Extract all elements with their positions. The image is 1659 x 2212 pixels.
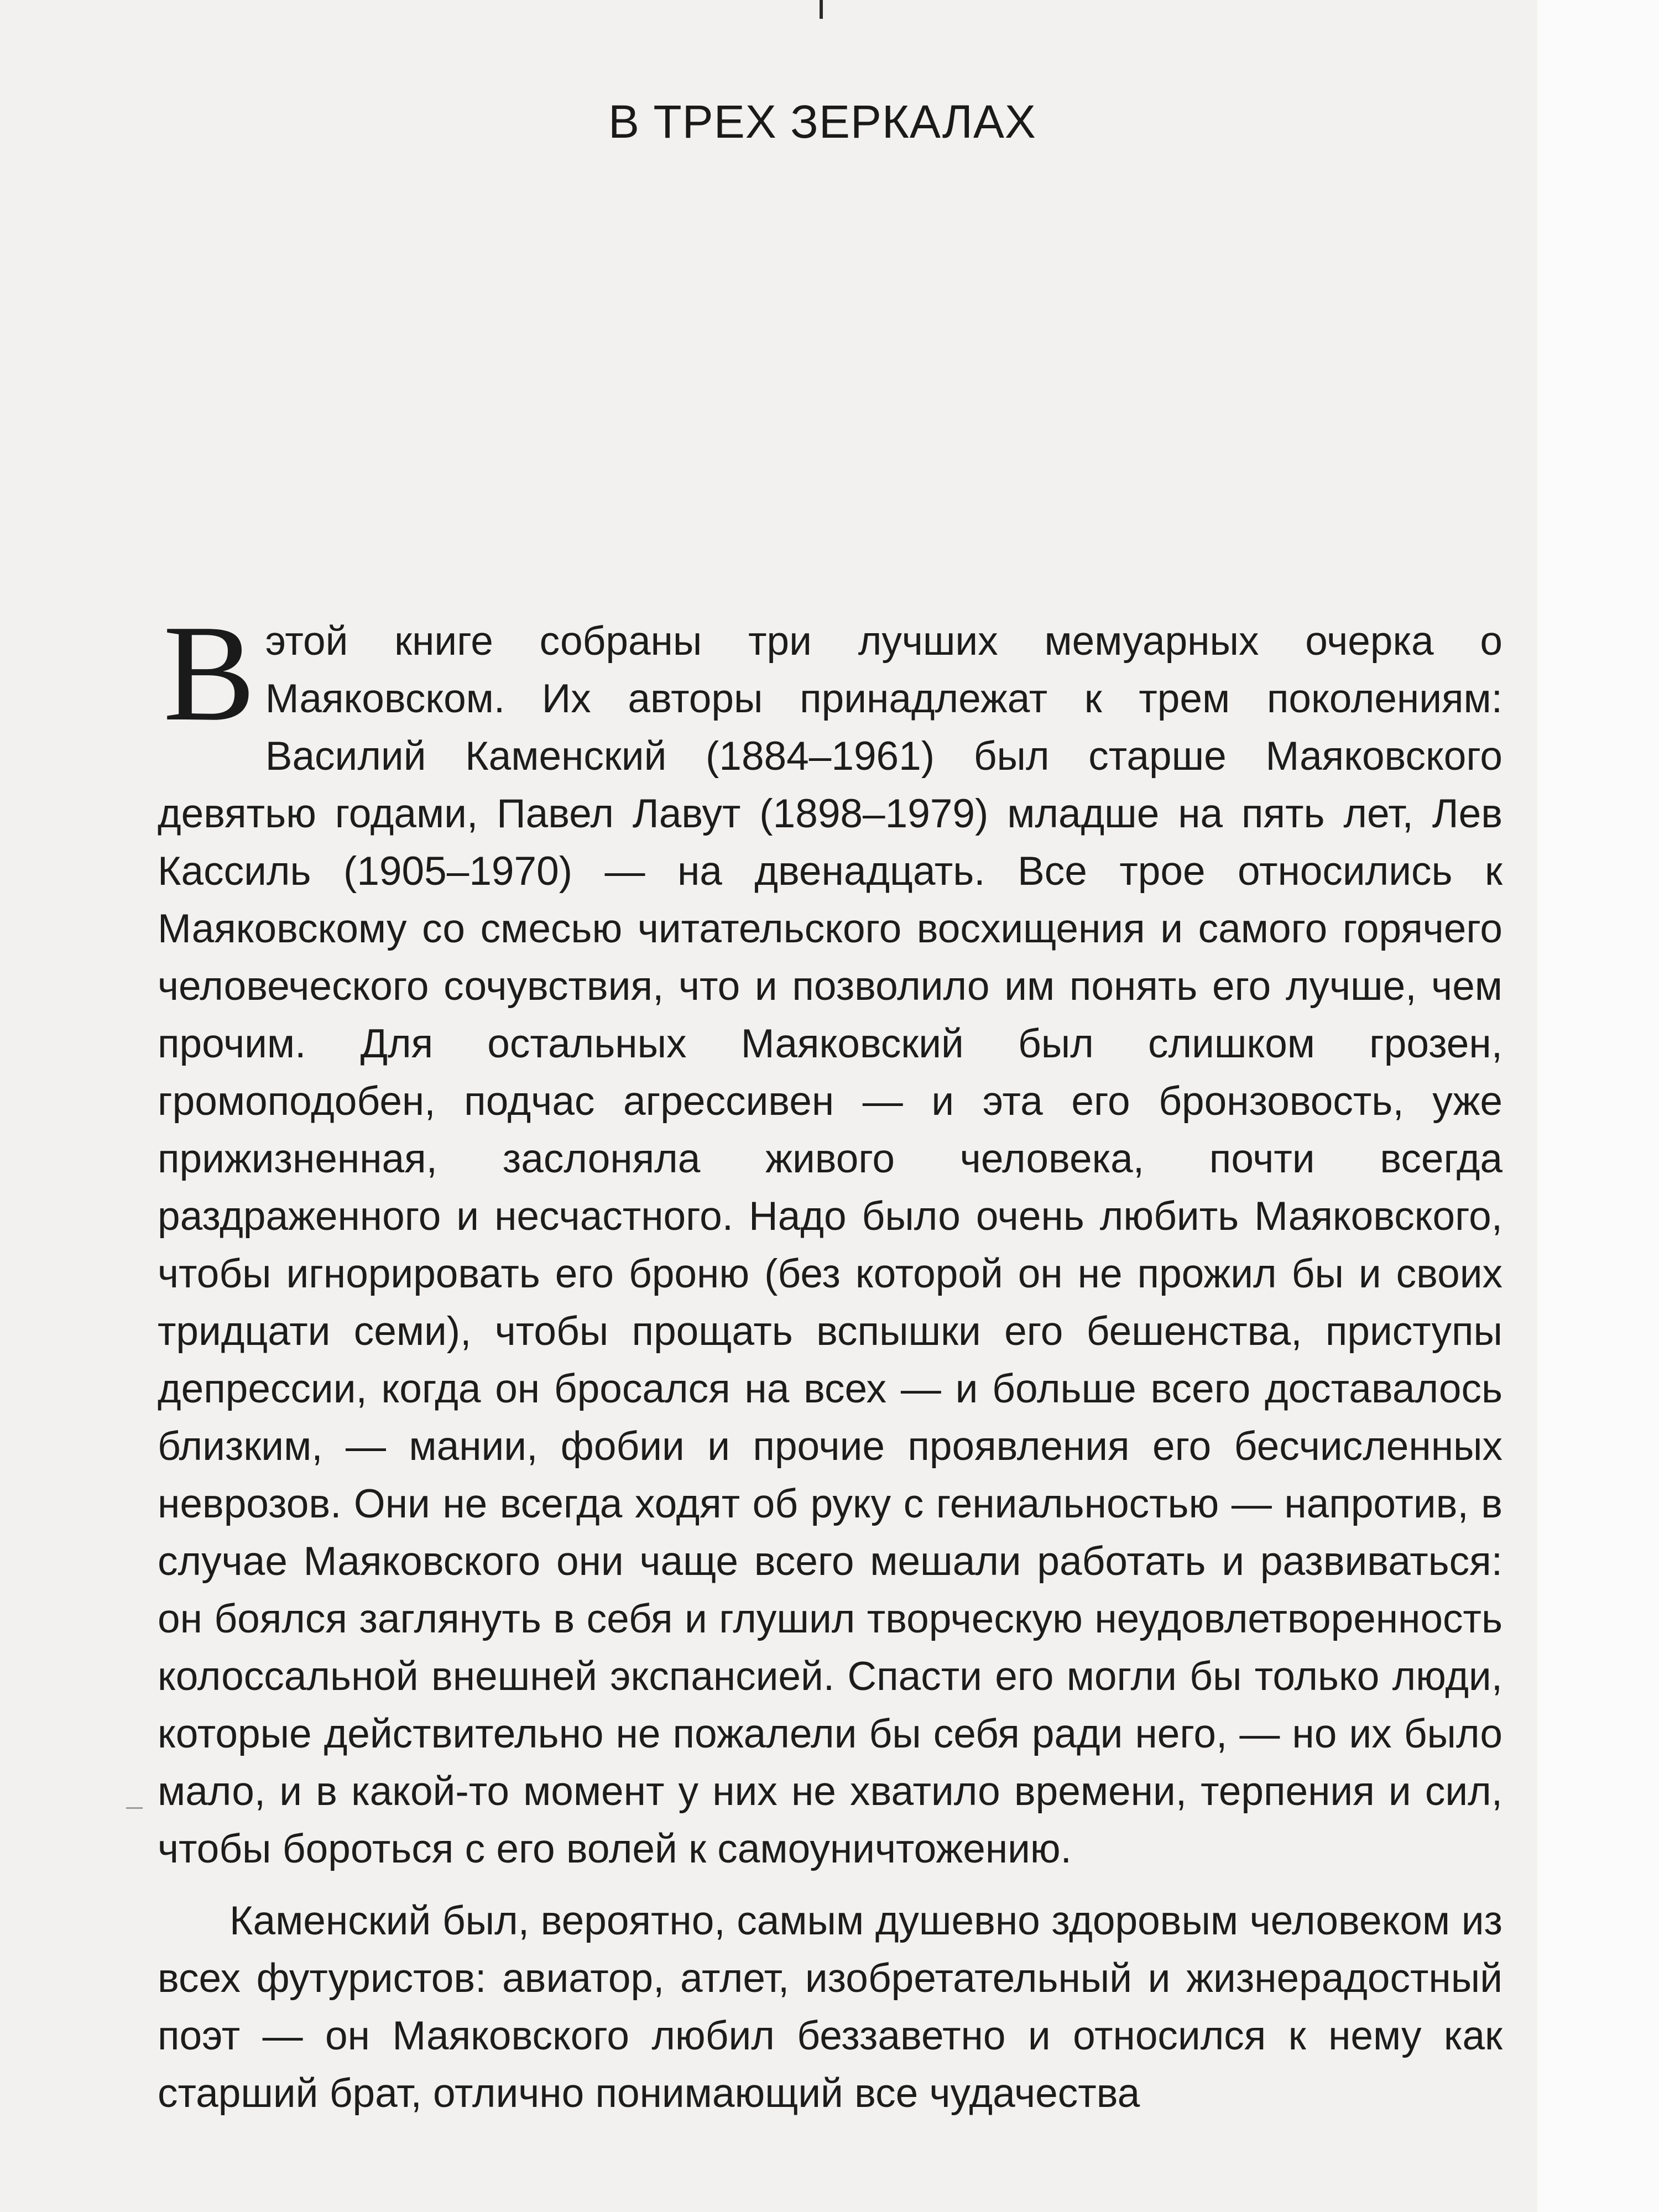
paragraph-1-text: этой книге собраны три лучших мемуарных очерка о Маяковском. Их авторы принадлежат к трем поколениям: Василий Каменский (1884–1961) был старше Маяковского девятью годами, Павел Лавут (1898–1979) младше на пять лет, Лев Кассиль (1905–1970) — на двенадцать. Все трое относились к Маяковскому со смесью читательского восхищения и самого горячего человеческого сочувствия, что и позволило им понять его лучше, чем прочим. Для остальных Маяковский был слишком грозен, громоподобен, подчас агрессивен — и эта его бронзовость, уже прижизненная, заслоняла живого человека, почти всегда раздраженного и несчастного. Надо было очень любить Маяковского, чтобы игнорировать его броню (без которой он не прожил бы и своих тридцати семи), чтобы прощать вспышки его бешенства, приступы депрессии, когда он бросался на всех — и больше всего доставалось близким, — мании, фобии и прочие проявления его бесчисленных неврозов. Они не всегда ходят об руку с гениальностью — напротив, в случае Маяковского они чаще всего мешали работать и развиваться: он боялся заглянуть в себя и глушил творческую неудовлетворенность колоссальной внешней экспансией. Спасти его могли бы только люди, которые действительно не пожалели бы себя ради него, — но их было мало, и в какой-то момент у них не хватило времени, терпения и сил, чтобы бороться с его волей к самоуничтожению.	[158, 619, 1503, 1871]
chapter-title: В ТРЕХ ЗЕРКАЛАХ	[608, 96, 1036, 148]
top-mark	[820, 0, 823, 19]
page-edge	[1537, 0, 1659, 2212]
body-text	[158, 597, 1503, 2122]
drop-cap: В	[163, 597, 255, 750]
paragraph-1	[158, 597, 1503, 1878]
paragraph-2: Каменский был, вероятно, самым душевно здоровым человеком из всех футуристов: авиатор, атлет, изобретательный и жизнерадостный поэт — он Маяковского любил беззаветно и относился к нему как старший брат, отлично понимающий все чудачества	[158, 1898, 1503, 2116]
margin-mark	[126, 1807, 143, 1809]
